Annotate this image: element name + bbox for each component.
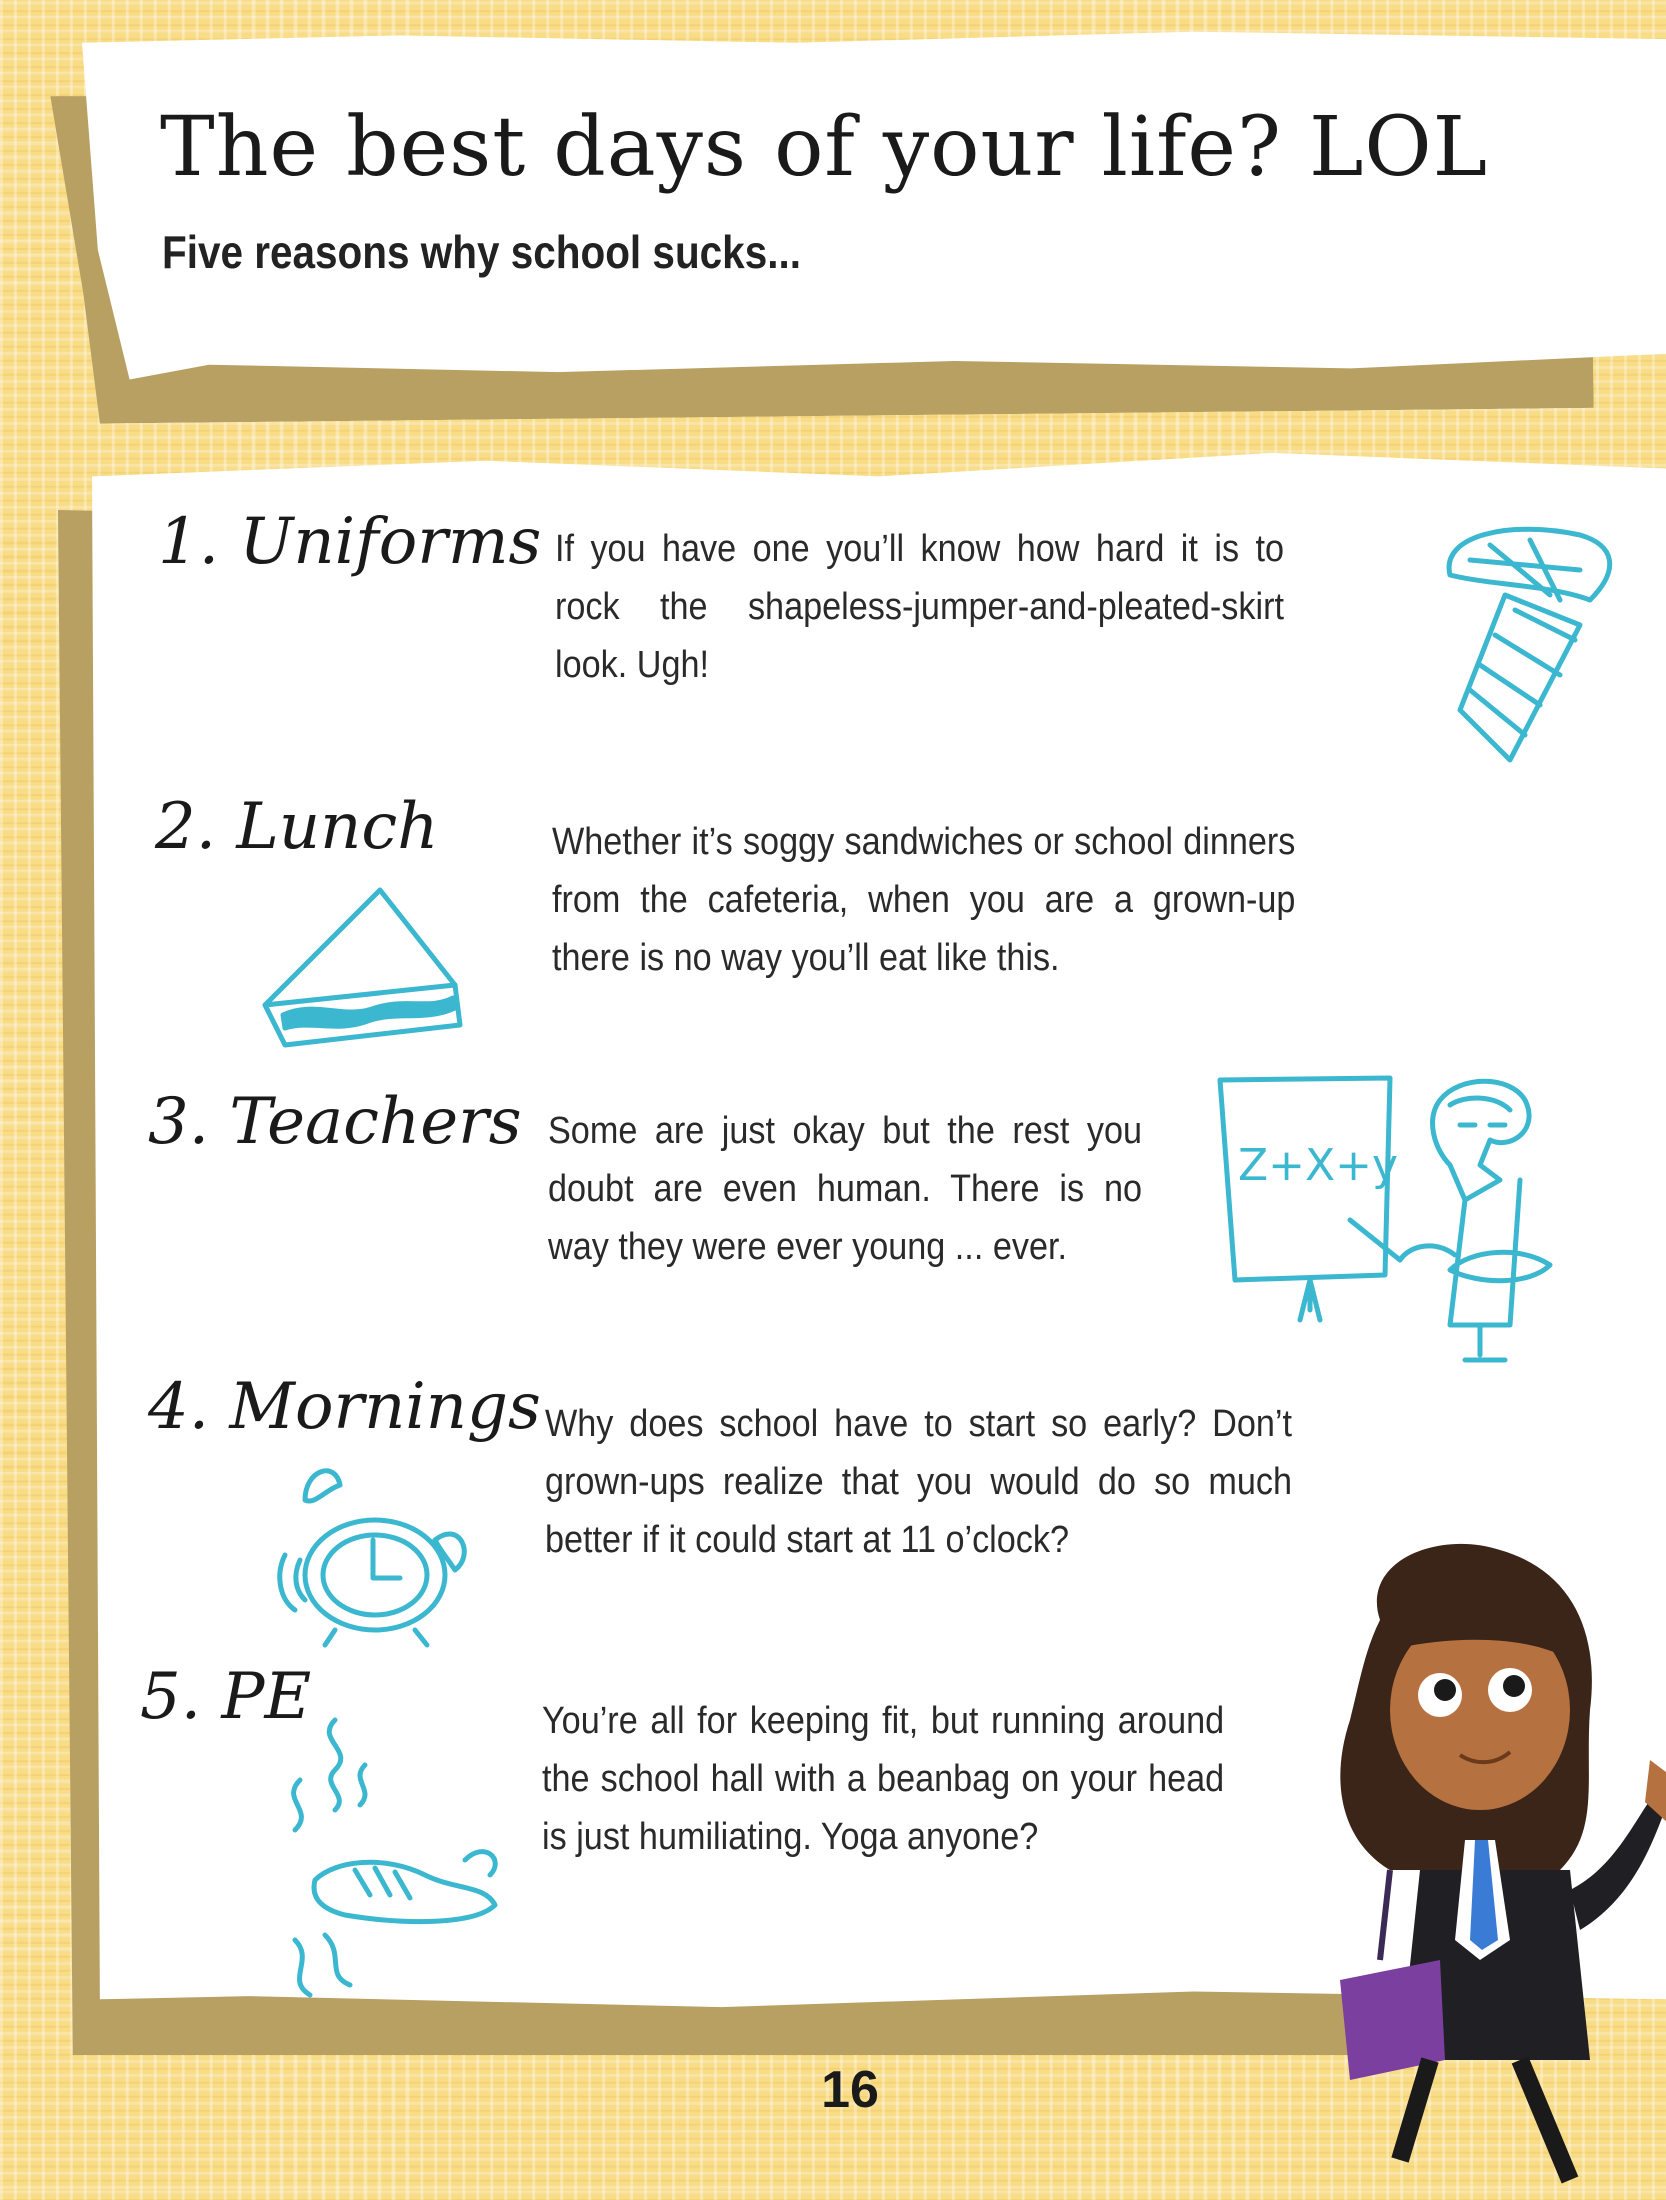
reason-text-pe: You’re all for keeping fit, but running around the school hall with a beanbag on your head is just humiliating. Yoga anyone?: [542, 1700, 1225, 1858]
reason-text-teachers: Some are just okay but the rest you doubt are even human. There is no way they were ever young ... ever.: [548, 1110, 1142, 1268]
page-title: The best days of your life? LOL: [160, 100, 1489, 195]
sandwich-icon: [255, 880, 470, 1060]
reason-heading-uniforms: 1. Uniforms: [158, 505, 542, 579]
tie-icon: [1430, 515, 1630, 775]
smelly-shoe-icon: [255, 1710, 515, 2000]
page-subtitle: Five reasons why school sucks...: [162, 226, 801, 278]
reason-text-uniforms: If you have one you’ll know how hard it is to rock the shapeless-jumper-and-pleated-skirt look. Ugh!: [555, 528, 1284, 686]
page-number: 16: [821, 2061, 879, 2119]
board-equation: Z+X+y: [1238, 1140, 1399, 1191]
teacher-icon: [1210, 1070, 1590, 1370]
girl-illustration: [1270, 1540, 1666, 2200]
alarm-clock-icon: [265, 1460, 485, 1650]
reason-heading-mornings: 4. Mornings: [148, 1370, 541, 1444]
reason-heading-lunch: 2. Lunch: [155, 790, 439, 864]
reason-text-lunch: Whether it’s soggy sandwiches or school dinners from the cafeteria, when you are a grown-up there is no way you’ll eat like this.: [552, 821, 1296, 979]
reason-heading-pe: 5. PE: [140, 1660, 312, 1734]
header-panel: [82, 28, 1666, 398]
reason-text-mornings: Why does school have to start so early? Don’t grown-ups realize that you would do so much better if it could start at 11 o’clock?: [545, 1403, 1292, 1561]
reason-heading-teachers: 3. Teachers: [148, 1085, 522, 1159]
